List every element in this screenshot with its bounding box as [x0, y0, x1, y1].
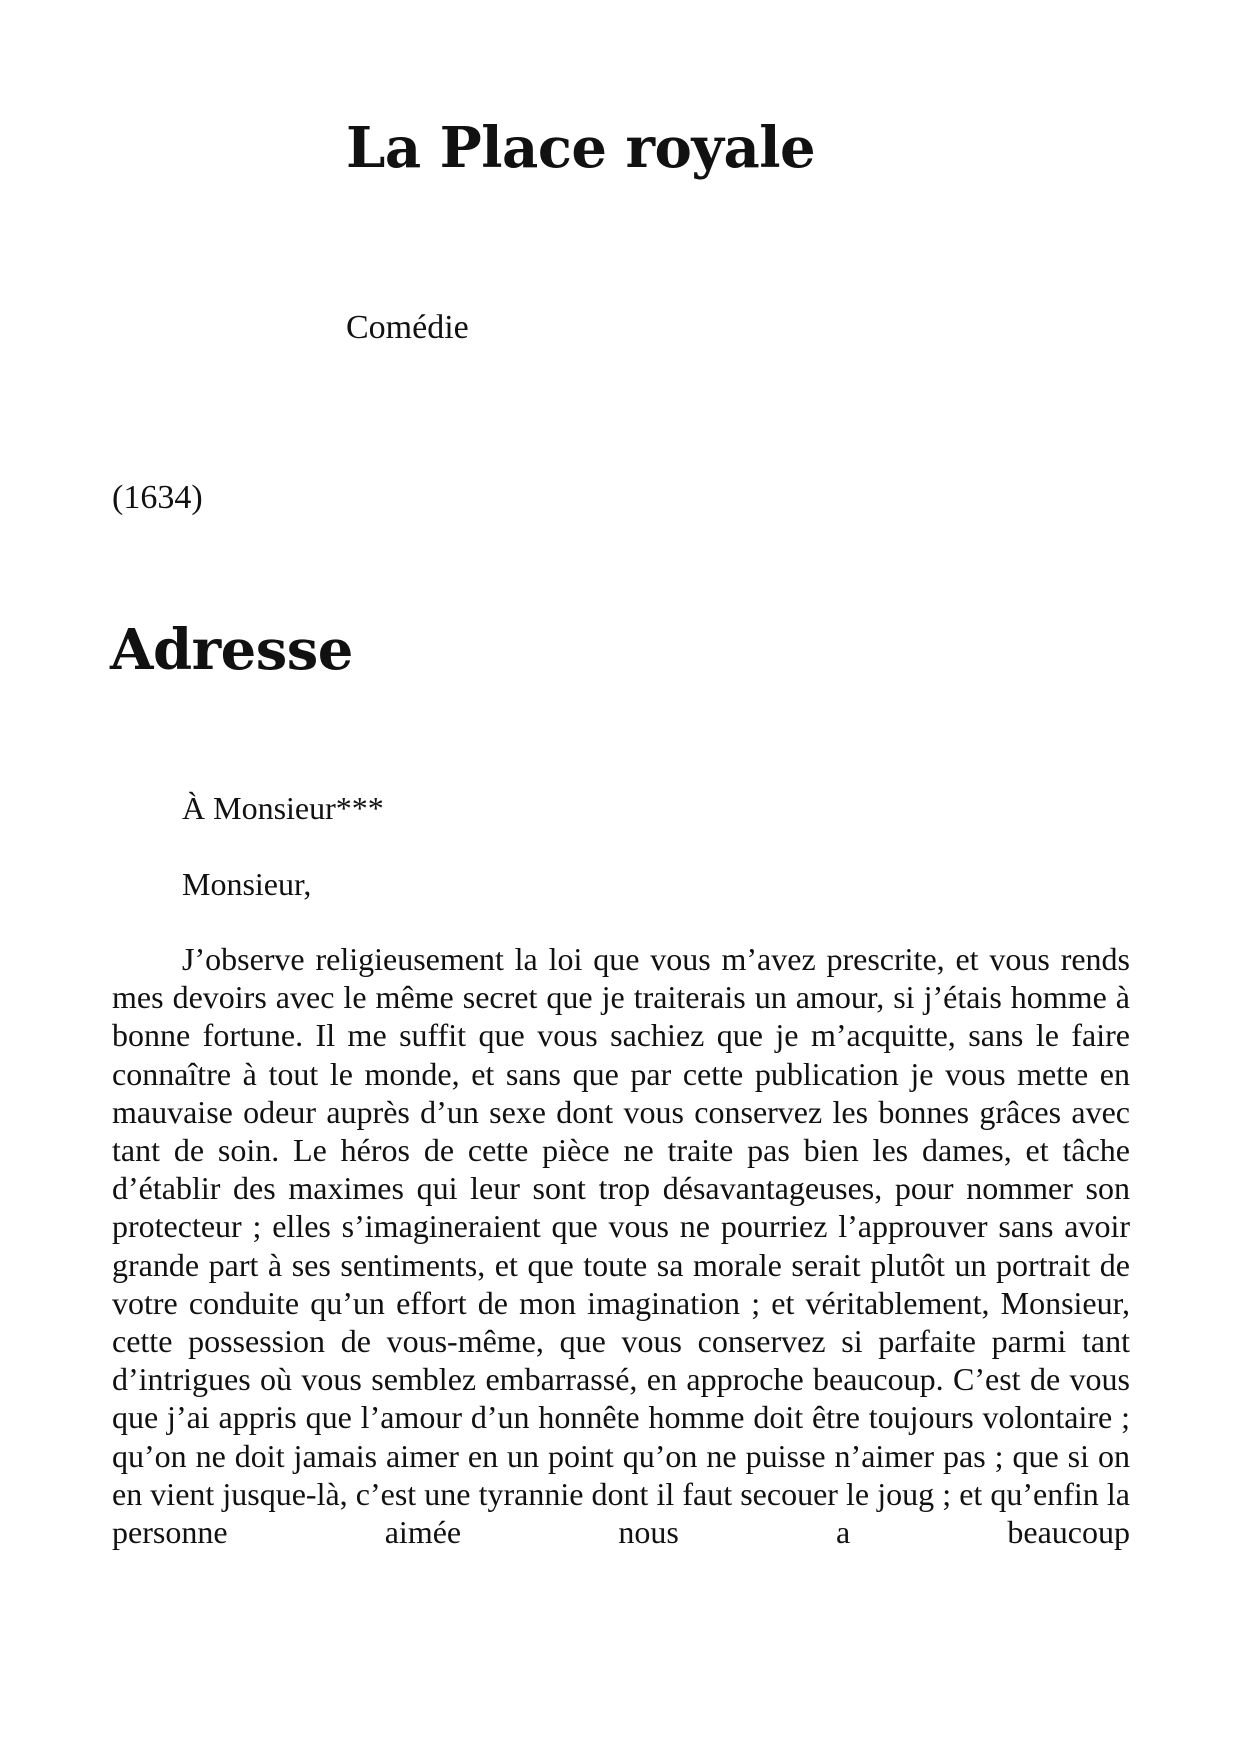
section-title: Adresse	[110, 617, 353, 683]
document-genre: Comédie	[346, 309, 469, 346]
document-title: La Place royale	[346, 115, 816, 181]
document-date: (1634)	[112, 479, 203, 516]
letter-addressee: À Monsieur***	[182, 790, 384, 826]
letter-salutation: Monsieur,	[182, 866, 312, 902]
letter-body-paragraph: J’observe religieusement la loi que vous m’avez prescrite, et vous rends mes devoirs avec le même secret que je traiterais un amour, si j’étais homme à bonne fortune. Il me suffit que vous sachiez que je m’acquitte, sans le faire connaître à tout le monde, et sans que par cette publication je vous mette en mauvaise odeur auprès d’un sexe dont vous conservez les bonnes grâces avec tant de soin. Le héros de cette pièce ne traite pas bien les dames, et tâche d’établir des maximes qui leur sont trop désavantageuses, pour nommer son protecteur ; elles s’imagineraient que vous ne pourriez l’approuver sans avoir grande part à ses sentiments, et que toute sa morale serait plutôt un portrait de votre conduite qu’un effort de mon imagination ; et véritablement, Monsieur, cette possession de vous-même, que vous conservez si parfaite parmi tant d’intrigues où vous semblez embarrassé, en approche beaucoup. C’est de vous que j’ai appris que l’amour d’un honnête homme doit être toujours volontaire ; qu’on ne doit jamais aimer en un point qu’on ne puisse n’aimer pas ; que si on en vient jusque-là, c’est une tyrannie dont il faut secouer le joug ; et qu’enfin la personne aimée nous a beaucoup	[112, 941, 1130, 1551]
